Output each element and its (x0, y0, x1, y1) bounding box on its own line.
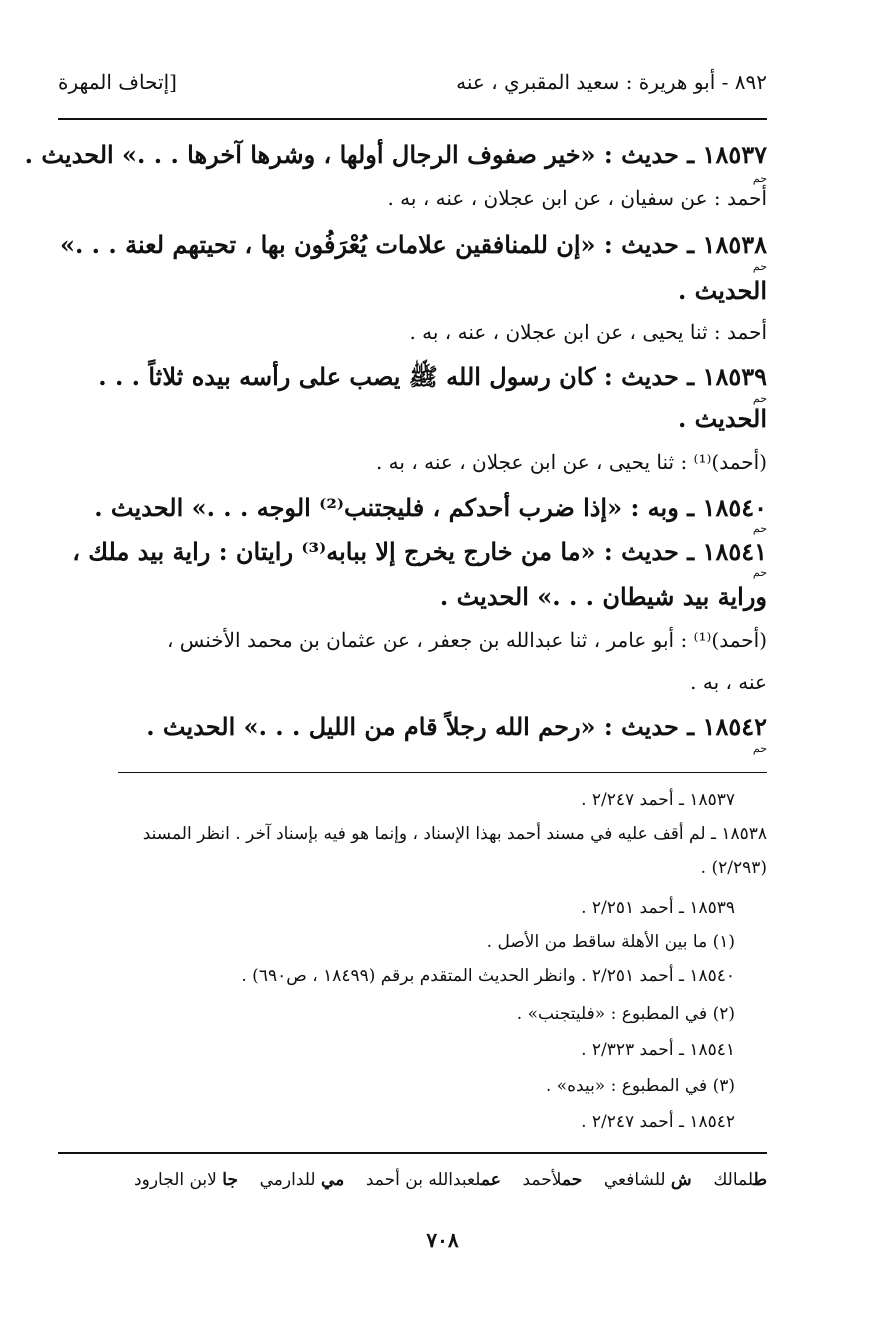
abbr-item: جا لابن الجارود (134, 1170, 238, 1190)
abbreviation-key (58, 1170, 767, 1190)
running-header-section: ٨٩٢ - أبو هريرة : سعيد المقبري ، عنه (456, 70, 767, 94)
hadith-entry-18541: ١٨٥٤١ ـ حديث : «ما من خارج يخرج إلا ببابه⁽³⁾ رايتان : راية بيد ملك ، (72, 537, 767, 566)
footnote: ١٨٥٣٩ ـ أحمد ٢/٢٥١ . (581, 898, 735, 918)
hm-mark: حم (752, 172, 767, 185)
footnote: (٣) في المطبوع : «بيده» . (545, 1076, 735, 1096)
hm-mark: حم (752, 392, 767, 405)
footnote-continuation: (٢/٢٩٣) . (700, 858, 767, 878)
header-rule (58, 118, 767, 120)
hm-mark: حم (752, 522, 767, 535)
footnote: (١) ما بين الأهلة ساقط من الأصل . (486, 932, 735, 952)
hadith-entry-18537: ١٨٥٣٧ ـ حديث : «خير صفوف الرجال أولها ، وشرها آخرها . . .» الحديث . (24, 140, 767, 169)
source-line-continuation: عنه ، به . (690, 670, 767, 694)
hm-mark: حم (752, 566, 767, 579)
source-line: (أحمد)⁽¹⁾ : أبو عامر ، ثنا عبدالله بن جعفر ، عن عثمان بن محمد الأخنس ، (166, 628, 767, 652)
page-number: ٧٠٨ (426, 1228, 459, 1252)
running-header-book: [إتحاف المهرة (58, 70, 177, 94)
footnote: (٢) في المطبوع : «فليتجنب» . (516, 1004, 735, 1024)
key-rule (58, 1152, 767, 1154)
abbr-item: مي للدارمي (259, 1170, 345, 1190)
abbr-item: عملعبدالله بن أحمد (365, 1170, 501, 1190)
source-line: (أحمد)⁽¹⁾ : ثنا يحيى ، عن ابن عجلان ، عنه ، به . (375, 450, 767, 474)
footnote: ١٨٥٣٧ ـ أحمد ٢/٢٤٧ . (581, 790, 735, 810)
hadith-entry-18542: ١٨٥٤٢ ـ حديث : «رحم الله رجلاً قام من الليل . . .» الحديث . (146, 712, 767, 741)
hadith-entry-continuation: وراية بيد شيطان . . .» الحديث . (439, 582, 767, 611)
footnote: ١٨٥٤١ ـ أحمد ٢/٣٢٣ . (581, 1040, 735, 1060)
footnote: ١٨٥٣٨ ـ لم أقف عليه في مسند أحمد بهذا الإسناد ، وإنما هو فيه بإسناد آخر . انظر المسند (142, 824, 767, 844)
hm-mark: حم (752, 260, 767, 273)
abbr-item: حملأحمد (522, 1170, 583, 1190)
hm-mark: حم (752, 742, 767, 755)
abbr-item: ش للشافعي (603, 1170, 692, 1190)
hadith-entry-18539: ١٨٥٣٩ ـ حديث : كان رسول الله ﷺ يصب على رأسه بيده ثلاثاً . . . (98, 362, 767, 391)
hadith-entry-continuation: الحديث . (677, 404, 767, 433)
source-line: أحمد : ثنا يحيى ، عن ابن عجلان ، عنه ، به . (409, 320, 767, 344)
source-line: أحمد : عن سفيان ، عن ابن عجلان ، عنه ، به . (387, 186, 767, 210)
hadith-entry-continuation: الحديث . (677, 276, 767, 305)
hadith-entry-18538: ١٨٥٣٨ ـ حديث : «إن للمنافقين علامات يُعْرَفُون بها ، تحيتهم لعنة . . .» (59, 230, 767, 259)
footnote: ١٨٥٤٢ ـ أحمد ٢/٢٤٧ . (581, 1112, 735, 1132)
footnote-rule (118, 772, 767, 773)
abbr-item: طلمالك (713, 1170, 767, 1190)
footnote: ١٨٥٤٠ ـ أحمد ٢/٢٥١ . وانظر الحديث المتقدم برقم (١٨٤٩٩ ، ص٦٩٠) . (241, 966, 735, 986)
hadith-entry-18540: ١٨٥٤٠ ـ وبه : «إذا ضرب أحدكم ، فليجتنب⁽²⁾ الوجه . . .» الحديث . (94, 493, 767, 522)
